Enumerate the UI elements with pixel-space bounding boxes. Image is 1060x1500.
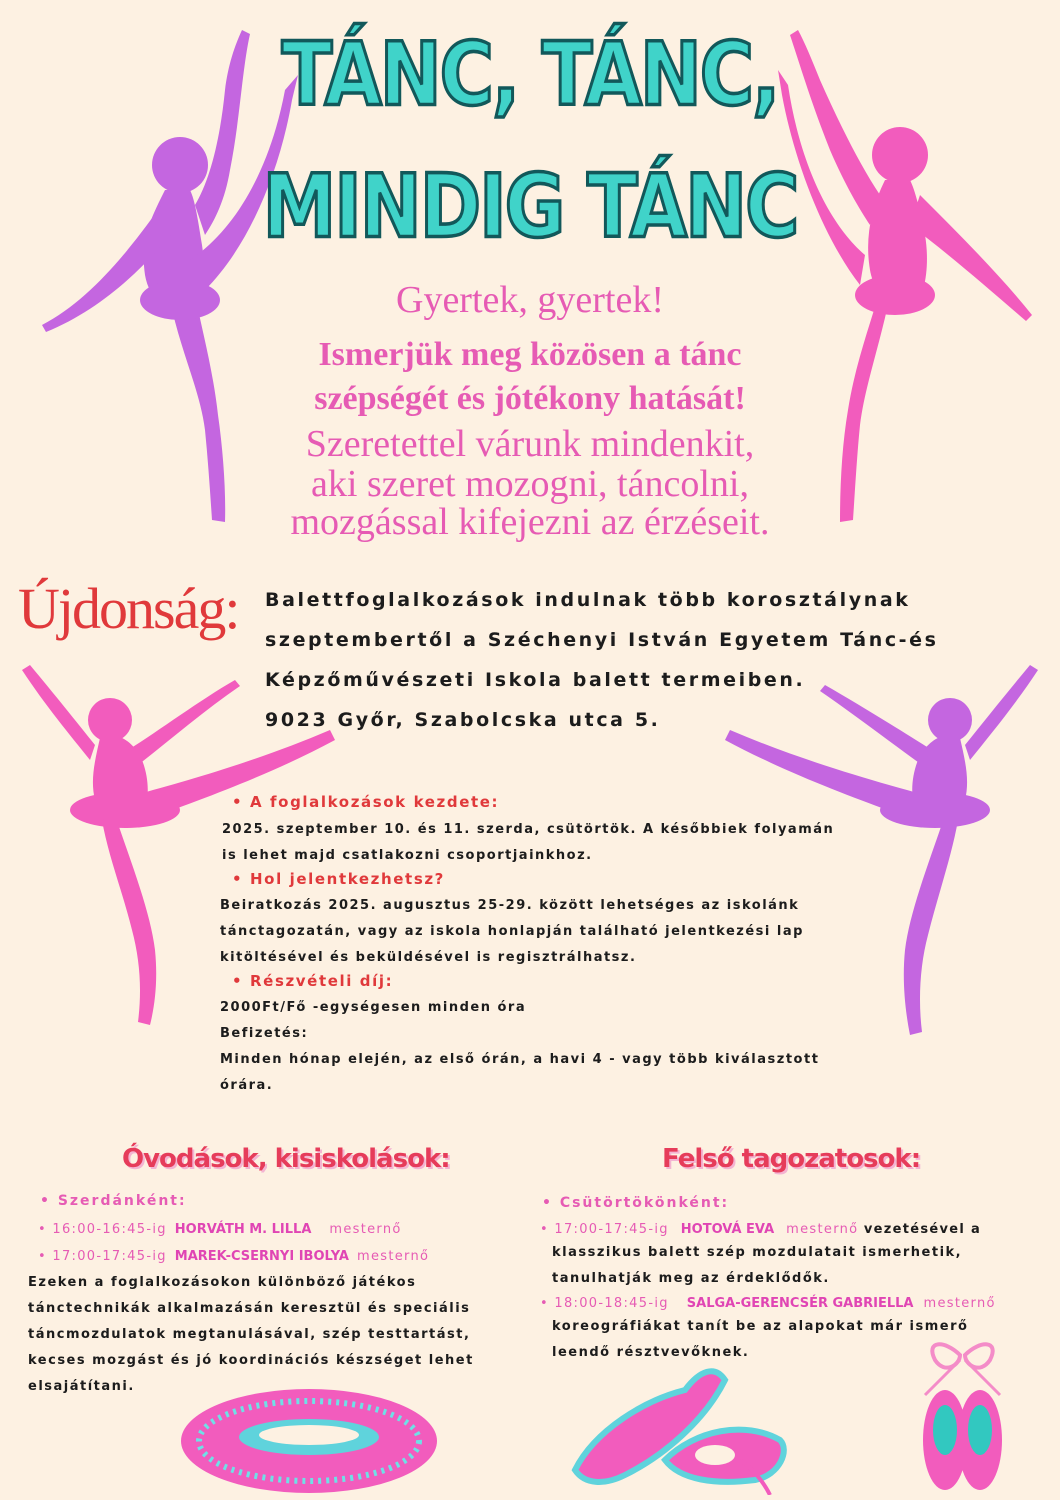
tutu-icon bbox=[178, 1385, 440, 1497]
news-line: 9023 Győr, Szabolcska utca 5. bbox=[265, 709, 661, 731]
right-section-day: • Csütörtökönként: bbox=[542, 1195, 729, 1211]
left-slot-2: • 17:00-17:45-ig MAREK-CSERNYI IBOLYA mesternő bbox=[38, 1249, 430, 1264]
paragraph-line: táncmozdulatok megtanulásával, szép testtartást, bbox=[28, 1327, 471, 1342]
intro-line: Ismerjük meg közösen a tánc bbox=[318, 336, 742, 373]
ballet-slippers-icon bbox=[565, 1360, 795, 1495]
where-heading: • Hol jelentkezhetsz? bbox=[232, 870, 445, 888]
news-label: Újdonság: bbox=[18, 576, 239, 641]
news-line: Balettfoglalkozások indulnak több korosztálynak bbox=[265, 589, 911, 611]
paragraph-line: Ezeken a foglalkozásokon különböző játékos bbox=[28, 1275, 417, 1290]
start-heading: • A foglalkozások kezdete: bbox=[232, 793, 499, 811]
right-slot-1: • 17:00-17:45-ig HOTOVÁ EVA mesternő vezetésével a bbox=[540, 1222, 982, 1237]
slot-teacher: MAREK-CSERNYI IBOLYA bbox=[174, 1249, 349, 1264]
news-text bbox=[265, 580, 1025, 740]
paragraph-line: klasszikus balett szép mozdulatait ismerhetik, bbox=[552, 1245, 963, 1260]
left-section-day: • Szerdánként: bbox=[40, 1193, 187, 1209]
paragraph-line: koreográfiákat tanít be az alapokat már ismerő bbox=[552, 1319, 969, 1334]
main-title-line2: MINDIG TÁNC bbox=[262, 156, 798, 258]
fee-heading: • Részvételi díj: bbox=[232, 972, 393, 990]
subtitle: Gyertek, gyertek! bbox=[396, 279, 664, 321]
slot-time: 16:00-16:45-ig bbox=[52, 1222, 167, 1237]
slot-role: mesternő bbox=[357, 1249, 430, 1264]
slot-time: 18:00-18:45-ig bbox=[554, 1296, 669, 1311]
where-line: tánctagozatán, vagy az iskola honlapján található jelentkezési lap bbox=[220, 924, 804, 939]
slot-role: mesternő bbox=[923, 1296, 996, 1311]
pointe-shoes-icon bbox=[905, 1335, 1020, 1495]
fee-line: órára. bbox=[220, 1078, 274, 1093]
fee-line: Minden hónap elején, az első órán, a havi 4 - vagy több kiválasztott bbox=[220, 1052, 820, 1067]
slot-tail: vezetésével a bbox=[863, 1222, 982, 1237]
where-line: kitöltésével és beküldésével is regisztrálhatsz. bbox=[220, 950, 637, 965]
intro-line: szépségét és jótékony hatását! bbox=[314, 380, 746, 417]
right-section-title: Felső tagozatosok: bbox=[662, 1144, 921, 1174]
fee-line: 2000Ft/Fő -egységesen minden óra bbox=[220, 1000, 527, 1015]
news-line: Képzőművészeti Iskola balett termeiben. bbox=[265, 669, 806, 691]
slot-role: mesternő bbox=[329, 1222, 402, 1237]
right-slot-2: • 18:00-18:45-ig SALGA-GERENCSÉR GABRIELLA mesternő bbox=[540, 1296, 996, 1311]
slot-teacher: HORVÁTH M. LILLA bbox=[174, 1222, 312, 1237]
main-title-line1: TÁNC, TÁNC, bbox=[281, 24, 779, 126]
paragraph-line: kecses mozgást és jó koordinációs készséget lehet bbox=[28, 1353, 474, 1368]
intro-line: aki szeret mozogni, táncolni, bbox=[311, 463, 749, 505]
slot-time: 17:00-17:45-ig bbox=[52, 1249, 167, 1264]
start-line: 2025. szeptember 10. és 11. szerda, csütörtök. A későbbiek folyamán bbox=[222, 822, 835, 837]
slot-teacher: SALGA-GERENCSÉR GABRIELLA bbox=[686, 1296, 914, 1311]
right-slot1-text bbox=[552, 1240, 1032, 1292]
slot-teacher: HOTOVÁ EVA bbox=[680, 1222, 775, 1237]
left-section-title: Óvodások, kisiskolások: bbox=[122, 1144, 450, 1174]
slot-role: mesternő bbox=[786, 1222, 859, 1237]
left-section-paragraph bbox=[28, 1270, 518, 1400]
paragraph-line: tanulhatják meg az érdeklődők. bbox=[552, 1271, 830, 1286]
paragraph-line: leendő résztvevőknek. bbox=[552, 1345, 750, 1360]
fee-line: Befizetés: bbox=[220, 1026, 309, 1041]
intro-line: mozgással kifejezni az érzéseit. bbox=[290, 501, 770, 543]
paragraph-line: tánctechnikák alkalmazásán keresztül és speciális bbox=[28, 1301, 471, 1316]
paragraph-line: elsajátítani. bbox=[28, 1379, 135, 1394]
slot-time: 17:00-17:45-ig bbox=[554, 1222, 669, 1237]
where-line: Beiratkozás 2025. augusztus 25-29. között lehetséges az iskolánk bbox=[220, 898, 800, 913]
intro-line: Szeretettel várunk mindenkit, bbox=[305, 423, 755, 465]
news-line: szeptembertől a Széchenyi István Egyetem Tánc-és bbox=[265, 629, 939, 651]
left-slot-1: • 16:00-16:45-ig HORVÁTH M. LILLA mesternő bbox=[38, 1222, 402, 1237]
start-line: is lehet majd csatlakozni csoportjainkhoz. bbox=[222, 848, 593, 863]
